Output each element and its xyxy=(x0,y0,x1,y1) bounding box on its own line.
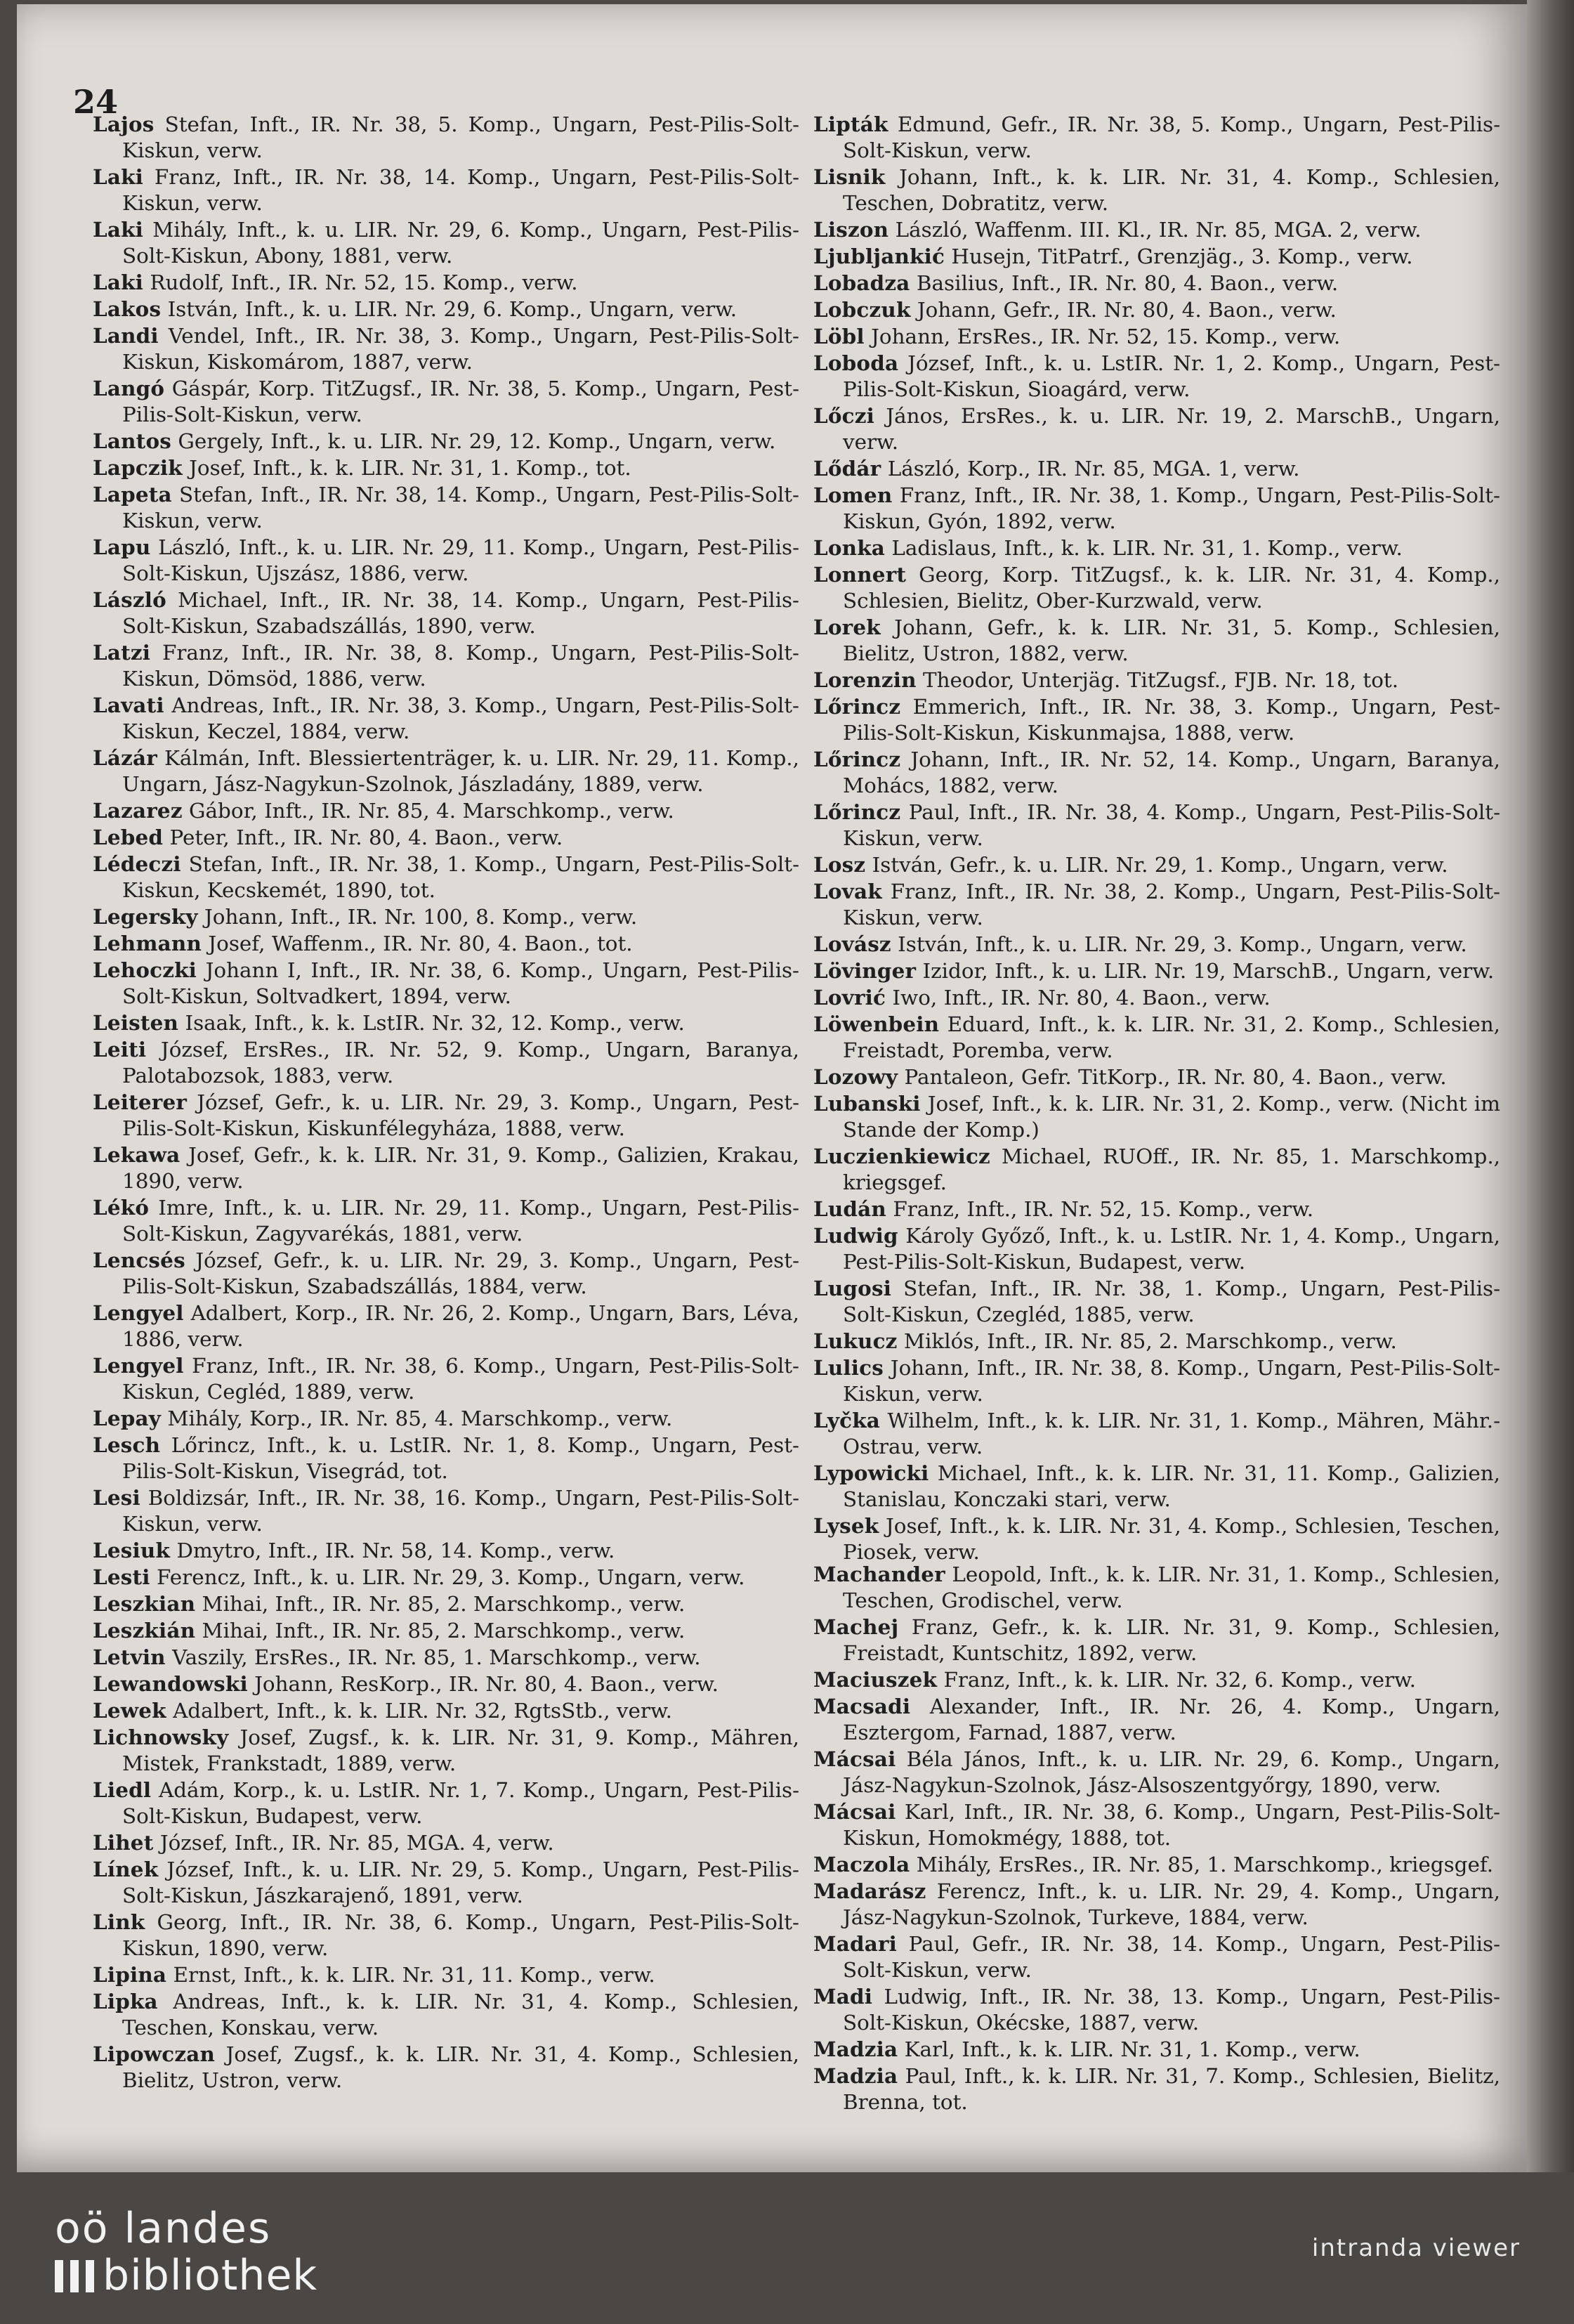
entry xyxy=(813,1064,1500,1090)
entry-surname: Lapeta xyxy=(93,482,172,507)
entry-surname: Lonnert xyxy=(813,562,907,587)
entry-surname: Madi xyxy=(813,1984,873,2009)
entry xyxy=(813,1143,1500,1196)
entry xyxy=(93,164,799,216)
entry-details: Mihály, ErsRes., IR. Nr. 85, 1. Marschkomp., kriegsgef. xyxy=(910,1853,1494,1876)
entry-surname: Maczola xyxy=(813,1852,910,1876)
entry xyxy=(813,1614,1500,1666)
entry-details: Michael, RUOff., IR. Nr. 85, 1. Marschkomp., kriegsgef. xyxy=(843,1144,1500,1194)
entry-details: Edmund, Gefr., IR. Nr. 38, 5. Komp., Ungarn, Pest-Pilis-Solt-Kiskun, verw. xyxy=(843,112,1500,162)
entry xyxy=(93,1089,799,1142)
entry-surname: Lonka xyxy=(813,535,886,560)
entry-details: Gáspár, Korp. TitZugsf., IR. Nr. 38, 5. Komp., Ungarn, Pest-Pilis-Solt-Kiskun, verw. xyxy=(122,377,799,426)
entry-surname: Madzia xyxy=(813,2063,898,2088)
right-column-m xyxy=(813,1561,1500,2115)
entry-details: László, Inft., k. u. LIR. Nr. 29, 11. Komp., Ungarn, Pest-Pilis-Solt-Kiskun, Ujszász, 1886, verw. xyxy=(122,535,799,585)
entry xyxy=(813,1222,1500,1275)
entry-surname: Lewek xyxy=(93,1698,166,1723)
entry-details: Lőrincz, Inft., k. u. LstIR. Nr. 1, 8. Komp., Ungarn, Pest-Pilis-Solt-Kiskun, Visegrád, tot. xyxy=(122,1433,799,1483)
entry-surname: Lengyel xyxy=(93,1300,184,1325)
entry-details: Peter, Inft., IR. Nr. 80, 4. Baon., verw. xyxy=(163,825,563,849)
entry xyxy=(93,1829,799,1856)
entry-details: Eduard, Inft., k. k. LIR. Nr. 31, 2. Komp., Schlesien, Freistadt, Poremba, verw. xyxy=(843,1012,1500,1062)
entry-surname: Lekawa xyxy=(93,1142,181,1167)
entry-surname: Lorek xyxy=(813,615,881,639)
logo-line1: oö landes xyxy=(55,2204,272,2253)
entry-details: Josef, Zugsf., k. k. LIR. Nr. 31, 4. Komp., Schlesien, Bielitz, Ustron, verw. xyxy=(122,2042,799,2092)
entry xyxy=(93,1591,799,1617)
entry-details: Károly Győző, Inft., k. u. LstIR. Nr. 1, 4. Komp., Ungarn, Pest-Pilis-Solt-Kiskun, Budapest, verw. xyxy=(843,1224,1500,1274)
entry-details: Johann, Gefr., IR. Nr. 80, 4. Baon., verw. xyxy=(910,298,1337,322)
entry xyxy=(93,824,799,851)
entry xyxy=(93,1961,799,1988)
entry xyxy=(813,323,1500,350)
entry xyxy=(813,984,1500,1011)
entry xyxy=(813,350,1500,403)
entry-surname: Lázár xyxy=(93,745,157,770)
entry xyxy=(93,534,799,587)
entry-surname: Lepay xyxy=(93,1406,162,1430)
entry xyxy=(813,1354,1500,1407)
entry xyxy=(813,2036,1500,2063)
entry-details: Husejn, TitPatrf., Grenzjäg., 3. Komp., verw. xyxy=(945,244,1413,268)
entry-details: Ferencz, Inft., k. u. LIR. Nr. 29, 4. Komp., Ungarn, Jász-Nagykun-Szolnok, Turkeve, 1884, verw. xyxy=(843,1879,1500,1929)
entry-details: Josef, Inft., k. k. LIR. Nr. 31, 2. Komp., verw. (Nicht im Stande der Komp.) xyxy=(843,1092,1500,1142)
entry-surname: Laki xyxy=(93,270,144,294)
entry-surname: Lisnik xyxy=(813,164,886,189)
entry xyxy=(813,1513,1500,1565)
entry-surname: Lövinger xyxy=(813,958,917,983)
entry-details: Mihály, Inft., k. u. LIR. Nr. 29, 6. Komp., Ungarn, Pest-Pilis-Solt-Kiskun, Abony, 1881, verw. xyxy=(122,218,799,268)
entry-surname: Lebed xyxy=(93,825,164,849)
entry xyxy=(813,1799,1500,1851)
left-column xyxy=(93,111,799,2094)
entry xyxy=(813,667,1500,693)
entry-surname: Leiti xyxy=(93,1037,147,1062)
entry-details: Mihai, Inft., IR. Nr. 85, 2. Marschkomp., verw. xyxy=(195,1619,686,1643)
entry-details: Karl, Inft., k. k. LIR. Nr. 31, 1. Komp., verw. xyxy=(898,2037,1360,2061)
entry xyxy=(813,1746,1500,1799)
entry xyxy=(93,1777,799,1829)
entry xyxy=(813,1878,1500,1931)
entry-surname: Landi xyxy=(93,323,159,348)
entry-surname: Lewandowski xyxy=(93,1671,248,1696)
entry-details: Iwo, Inft., IR. Nr. 80, 4. Baon., verw. xyxy=(886,986,1271,1010)
entry-details: Stefan, Inft., IR. Nr. 38, 14. Komp., Ungarn, Pest-Pilis-Solt-Kiskun, verw. xyxy=(122,483,799,533)
entry xyxy=(813,164,1500,216)
entry-surname: Machander xyxy=(813,1562,945,1586)
entry-details: Imre, Inft., k. u. LIR. Nr. 29, 11. Komp., Ungarn, Pest-Pilis-Solt-Kiskun, Zagyvarékás, 1881, verw. xyxy=(122,1196,799,1246)
entry xyxy=(93,269,799,296)
entry-surname: Lődár xyxy=(813,456,881,481)
entry xyxy=(813,296,1500,323)
entry-surname: Lesi xyxy=(93,1485,140,1510)
entry-details: Kálmán, Inft. Blessiertenträger, k. u. LIR. Nr. 29, 11. Komp., Ungarn, Jász-Nagykun-Szolnok, Jászladány, 1889, verw. xyxy=(122,746,799,796)
entry-details: József, ErsRes., IR. Nr. 52, 9. Komp., Ungarn, Baranya, Palotabozsok, 1883, verw. xyxy=(122,1038,799,1088)
entry xyxy=(93,375,799,428)
entry xyxy=(93,1617,799,1644)
entry-details: Josef, Waffenm., IR. Nr. 80, 4. Baon., tot. xyxy=(202,932,633,955)
entry xyxy=(93,1405,799,1432)
entry xyxy=(813,561,1500,614)
entry xyxy=(93,322,799,375)
entry xyxy=(93,692,799,745)
entry xyxy=(93,903,799,930)
entry xyxy=(813,931,1500,958)
entry-details: Georg, Inft., IR. Nr. 38, 6. Komp., Ungarn, Pest-Pilis-Solt-Kiskun, 1890, verw. xyxy=(122,1910,799,1960)
entry-surname: Ljubljankić xyxy=(813,244,945,268)
entry-surname: Letvin xyxy=(93,1645,166,1669)
entry-details: Johann, Inft., IR. Nr. 52, 14. Komp., Ungarn, Baranya, Mohács, 1882, verw. xyxy=(843,748,1500,797)
entry-surname: Lipina xyxy=(93,1962,167,1987)
entry xyxy=(93,797,799,824)
entry-surname: Leiterer xyxy=(93,1090,188,1114)
entry xyxy=(93,1247,799,1300)
entry-details: István, Gefr., k. u. LIR. Nr. 29, 1. Komp., Ungarn, verw. xyxy=(865,853,1448,877)
entry-surname: Lesch xyxy=(93,1432,161,1457)
entry xyxy=(813,1196,1500,1222)
entry-details: István, Inft., k. u. LIR. Nr. 29, 6. Komp., Ungarn, verw. xyxy=(161,297,737,321)
entry-surname: Madarász xyxy=(813,1879,926,1903)
entry xyxy=(813,746,1500,799)
entry-surname: Lehmann xyxy=(93,931,202,955)
entry-details: Franz, Inft., IR. Nr. 38, 6. Komp., Ungarn, Pest-Pilis-Solt-Kiskun, Cegléd, 1889, verw. xyxy=(122,1354,799,1404)
entry-details: Theodor, Unterjäg. TitZugsf., FJB. Nr. 18, tot. xyxy=(916,668,1399,692)
entry xyxy=(93,1856,799,1909)
entry xyxy=(813,1931,1500,1983)
entry xyxy=(813,1407,1500,1460)
entry-surname: Lovrić xyxy=(813,985,886,1010)
entry-surname: Leisten xyxy=(93,1010,179,1035)
entry xyxy=(93,587,799,639)
entry-surname: Löbl xyxy=(813,324,865,348)
entry xyxy=(93,1300,799,1352)
entry-details: István, Inft., k. u. LIR. Nr. 29, 3. Komp., Ungarn, verw. xyxy=(891,932,1467,956)
entry xyxy=(93,428,799,455)
entry-surname: Latzi xyxy=(93,640,151,665)
entry-surname: Liszon xyxy=(813,217,889,242)
entry xyxy=(93,851,799,903)
entry-details: Michael, Inft., k. k. LIR. Nr. 31, 11. Komp., Galizien, Stanislau, Konczaki stari, verw. xyxy=(843,1461,1500,1511)
entry-details: Franz, Inft., k. k. LIR. Nr. 32, 6. Komp., verw. xyxy=(937,1668,1417,1692)
entry-surname: Lobadza xyxy=(813,270,910,295)
entry xyxy=(93,1432,799,1484)
entry-surname: Lipták xyxy=(813,112,888,136)
entry-details: Josef, Inft., k. k. LIR. Nr. 31, 4. Komp., Schlesien, Teschen, Piosek, verw. xyxy=(843,1514,1500,1564)
entry xyxy=(93,1671,799,1697)
entry-details: Michael, Inft., IR. Nr. 38, 14. Komp., Ungarn, Pest-Pilis-Solt-Kiskun, Szabadszállás, 1890, verw. xyxy=(122,588,799,638)
entry xyxy=(813,403,1500,455)
entry-surname: Mácsai xyxy=(813,1747,896,1771)
entry-surname: Lipowczan xyxy=(93,2042,216,2066)
entry-details: József, Gefr., k. u. LIR. Nr. 29, 3. Komp., Ungarn, Pest-Pilis-Solt-Kiskun, Kiskunfélegyháza, 1888, verw. xyxy=(122,1090,799,1140)
entry-surname: Lencsés xyxy=(93,1248,185,1272)
entry-details: Franz, Inft., IR. Nr. 52, 15. Komp., verw. xyxy=(886,1197,1314,1221)
entry xyxy=(93,1010,799,1036)
entry-surname: Leszkian xyxy=(93,1591,196,1616)
entry xyxy=(813,2063,1500,2115)
entry-details: Johann, Gefr., k. k. LIR. Nr. 31, 5. Komp., Schlesien, Bielitz, Ustron, 1882, verw. xyxy=(843,615,1500,665)
entry-surname: Lipka xyxy=(93,1989,158,2013)
entry xyxy=(93,1484,799,1537)
entry-surname: Löwenbein xyxy=(813,1012,940,1036)
entry-surname: Lulics xyxy=(813,1355,884,1380)
entry-surname: Liedl xyxy=(93,1777,152,1802)
entry-details: Gergely, Inft., k. u. LIR. Nr. 29, 12. Komp., Ungarn, verw. xyxy=(171,429,776,453)
entry xyxy=(813,1460,1500,1513)
entry-surname: Laki xyxy=(93,164,144,189)
entry-details: Franz, Gefr., k. k. LIR. Nr. 31, 9. Komp., Schlesien, Freistadt, Kuntschitz, 1892, verw. xyxy=(843,1615,1500,1665)
entry xyxy=(93,957,799,1010)
entry-surname: Lozowy xyxy=(813,1064,898,1089)
entry xyxy=(93,1036,799,1089)
entry xyxy=(813,111,1500,164)
entry xyxy=(93,1352,799,1405)
entry-surname: Lovak xyxy=(813,879,882,903)
entry xyxy=(813,1561,1500,1614)
entry xyxy=(813,1983,1500,2036)
entry xyxy=(93,111,799,164)
entry xyxy=(813,1851,1500,1878)
entry-surname: Lubanski xyxy=(813,1091,921,1116)
entry-details: Andreas, Inft., k. k. LIR. Nr. 31, 4. Komp., Schlesien, Teschen, Konskau, verw. xyxy=(122,1990,799,2039)
entry-details: Dmytro, Inft., IR. Nr. 58, 14. Komp., verw. xyxy=(170,1539,615,1562)
entry-surname: Lesti xyxy=(93,1565,150,1589)
entry-details: Ludwig, Inft., IR. Nr. 38, 13. Komp., Ungarn, Pest-Pilis-Solt-Kiskun, Okécske, 1887, verw. xyxy=(843,1985,1500,2035)
entry-surname: Legersky xyxy=(93,904,198,929)
right-column-l xyxy=(813,111,1500,1565)
entry xyxy=(813,851,1500,878)
entry-surname: Lesiuk xyxy=(93,1538,171,1562)
entry-details: Pantaleon, Gefr. TitKorp., IR. Nr. 80, 4. Baon., verw. xyxy=(898,1065,1447,1089)
entry-details: Paul, Inft., IR. Nr. 38, 4. Komp., Ungarn, Pest-Pilis-Solt-Kiskun, verw. xyxy=(843,800,1500,850)
entry-details: Johann I, Inft., IR. Nr. 38, 6. Komp., Ungarn, Pest-Pilis-Solt-Kiskun, Soltvadkert, 1894, verw. xyxy=(122,958,799,1008)
entry-surname: Lőrincz xyxy=(813,747,901,771)
entry-surname: Lőrincz xyxy=(813,799,901,824)
entry-surname: Luczienkiewicz xyxy=(813,1144,990,1168)
entry-surname: Línek xyxy=(93,1857,159,1881)
entry-details: Johann, ResKorp., IR. Nr. 80, 4. Baon., verw. xyxy=(247,1672,719,1696)
entry xyxy=(93,481,799,534)
entry-details: Paul, Gefr., IR. Nr. 38, 14. Komp., Ungarn, Pest-Pilis-Solt-Kiskun, verw. xyxy=(843,1932,1500,1982)
entry xyxy=(813,1666,1500,1693)
entry xyxy=(93,1644,799,1671)
entry-details: Vendel, Inft., IR. Nr. 38, 3. Komp., Ungarn, Pest-Pilis-Solt-Kiskun, Kiskomárom, 1887, verw. xyxy=(122,324,799,374)
entry-surname: Lajos xyxy=(93,112,155,136)
entry-details: Vaszily, ErsRes., IR. Nr. 85, 1. Marschkomp., verw. xyxy=(165,1645,701,1669)
entry-surname: Losz xyxy=(813,852,866,877)
entry-surname: Lékó xyxy=(93,1195,150,1220)
entry-details: Georg, Korp. TitZugsf., k. k. LIR. Nr. 31, 4. Komp., Schlesien, Bielitz, Ober-Kurzwald, verw. xyxy=(843,563,1500,613)
entry-surname: Lypowicki xyxy=(813,1461,929,1485)
entry-surname: Link xyxy=(93,1910,145,1934)
entry xyxy=(93,1564,799,1591)
entry-surname: Lomen xyxy=(813,483,893,507)
entry xyxy=(813,693,1500,746)
entry xyxy=(93,1988,799,2041)
entry-details: Josef, Zugsf., k. k. LIR. Nr. 31, 9. Komp., Mähren, Mistek, Frankstadt, 1889, verw. xyxy=(122,1725,799,1775)
entry-details: Karl, Inft., IR. Nr. 38, 6. Komp., Ungarn, Pest-Pilis-Solt-Kiskun, Homokmégy, 1888, tot. xyxy=(843,1800,1500,1850)
page-edge xyxy=(1527,0,1574,2178)
entry-details: Franz, Inft., IR. Nr. 38, 14. Komp., Ungarn, Pest-Pilis-Solt-Kiskun, verw. xyxy=(122,165,799,215)
entry-surname: Maciuszek xyxy=(813,1667,938,1692)
entry xyxy=(813,455,1500,482)
entry-details: Mihai, Inft., IR. Nr. 85, 2. Marschkomp., verw. xyxy=(195,1592,686,1616)
entry-surname: Lovász xyxy=(813,932,891,956)
entry-details: János, ErsRes., k. u. LIR. Nr. 19, 2. MarschB., Ungarn, verw. xyxy=(843,404,1500,454)
entry-details: Basilius, Inft., IR. Nr. 80, 4. Baon., verw. xyxy=(910,271,1339,295)
entry-surname: Lőczi xyxy=(813,403,875,428)
entry xyxy=(813,878,1500,931)
entry xyxy=(93,639,799,692)
entry-surname: Laki xyxy=(93,217,144,242)
entry-surname: Lakos xyxy=(93,296,162,321)
entry-details: Wilhelm, Inft., k. k. LIR. Nr. 31, 1. Komp., Mähren, Mähr.-Ostrau, verw. xyxy=(843,1409,1500,1458)
entry-details: Josef, Gefr., k. k. LIR. Nr. 31, 9. Komp., Galizien, Krakau, 1890, verw. xyxy=(122,1143,799,1193)
entry-details: Izidor, Inft., k. u. LIR. Nr. 19, MarschB., Ungarn, verw. xyxy=(916,959,1495,983)
entry-details: Ferencz, Inft., k. u. LIR. Nr. 29, 3. Komp., Ungarn, verw. xyxy=(150,1565,745,1589)
entry-surname: Leszkián xyxy=(93,1618,196,1643)
entry-surname: Ludán xyxy=(813,1196,886,1221)
entry-surname: Mácsai xyxy=(813,1799,896,1824)
entry-details: Johann, Inft., k. k. LIR. Nr. 31, 4. Komp., Schlesien, Teschen, Dobratitz, verw. xyxy=(843,165,1500,215)
entry xyxy=(813,482,1500,535)
entry-details: József, Inft., k. u. LIR. Nr. 29, 5. Komp., Ungarn, Pest-Pilis-Solt-Kiskun, Jászkarajenő, 1891, verw. xyxy=(122,1858,799,1907)
entry-surname: Lukucz xyxy=(813,1329,898,1353)
entry-details: Adalbert, Korp., IR. Nr. 26, 2. Komp., Ungarn, Bars, Léva, 1886, verw. xyxy=(122,1301,799,1351)
entry-details: Ernst, Inft., k. k. LIR. Nr. 31, 11. Komp., verw. xyxy=(166,1963,655,1987)
entry xyxy=(813,270,1500,296)
entry xyxy=(93,2041,799,2094)
entry-details: Leopold, Inft., k. k. LIR. Nr. 31, 1. Komp., Schlesien, Teschen, Grodischel, verw. xyxy=(843,1562,1500,1612)
logo-bars-icon xyxy=(55,2260,96,2292)
entry xyxy=(93,930,799,957)
entry-details: Rudolf, Inft., IR. Nr. 52, 15. Komp., verw. xyxy=(143,270,578,294)
entry-details: Ladislaus, Inft., k. k. LIR. Nr. 31, 1. Komp., verw. xyxy=(885,536,1403,560)
entry-details: Stefan, Inft., IR. Nr. 38, 5. Komp., Ungarn, Pest-Pilis-Solt-Kiskun, verw. xyxy=(122,112,799,162)
entry-surname: Lazarez xyxy=(93,798,183,823)
logo-line2: bibliothek xyxy=(103,2251,318,2300)
entry-details: Johann, Inft., IR. Nr. 100, 8. Komp., verw. xyxy=(197,905,638,929)
entry-details: Franz, Inft., IR. Nr. 38, 1. Komp., Ungarn, Pest-Pilis-Solt-Kiskun, Gyón, 1892, verw. xyxy=(843,483,1500,533)
entry-details: Béla János, Inft., k. u. LIR. Nr. 29, 6. Komp., Ungarn, Jász-Nagykun-Szolnok, Jász-Alsoszentgyőrgy, 1890, verw. xyxy=(843,1747,1500,1797)
entry xyxy=(93,1909,799,1961)
entry xyxy=(93,1537,799,1564)
entry-details: Alexander, Inft., IR. Nr. 26, 4. Komp., Ungarn, Esztergom, Farnad, 1887, verw. xyxy=(843,1695,1500,1744)
entry-surname: Ludwig xyxy=(813,1223,898,1248)
entry xyxy=(93,1697,799,1724)
entry xyxy=(93,1194,799,1247)
entry-surname: Lengyel xyxy=(93,1353,184,1378)
entry-surname: Lichnowsky xyxy=(93,1725,229,1749)
entry-surname: Lédeczi xyxy=(93,851,181,876)
entry xyxy=(813,614,1500,667)
entry xyxy=(813,243,1500,270)
entry xyxy=(813,216,1500,243)
entry-details: Gábor, Inft., IR. Nr. 85, 4. Marschkomp., verw. xyxy=(182,799,674,823)
entry xyxy=(813,799,1500,851)
entry-details: Stefan, Inft., IR. Nr. 38, 1. Komp., Ungarn, Pest-Pilis-Solt-Kiskun, Kecskemét, 1890, tot. xyxy=(122,852,799,902)
entry-details: Johann, ErsRes., IR. Nr. 52, 15. Komp., verw. xyxy=(864,325,1341,348)
entry-surname: Lőrincz xyxy=(813,694,901,719)
entry xyxy=(93,216,799,269)
entry-surname: László xyxy=(93,587,166,612)
entry xyxy=(93,1142,799,1194)
entry-details: Josef, Inft., k. k. LIR. Nr. 31, 1. Komp., tot. xyxy=(182,456,631,480)
entry-surname: Madari xyxy=(813,1931,898,1956)
entry xyxy=(93,1724,799,1777)
entry-details: Isaak, Inft., k. k. LstIR. Nr. 32, 12. Komp., verw. xyxy=(178,1011,685,1035)
library-logo[interactable] xyxy=(55,2206,317,2300)
entry-details: Paul, Inft., k. k. LIR. Nr. 31, 7. Komp., Schlesien, Bielitz, Brenna, tot. xyxy=(843,2064,1500,2114)
entry-details: Adám, Korp., k. u. LstIR. Nr. 1, 7. Komp., Ungarn, Pest-Pilis-Solt-Kiskun, Budapest, verw. xyxy=(122,1778,799,1828)
entry-details: József, Inft., IR. Nr. 85, MGA. 4, verw. xyxy=(153,1831,554,1855)
entry xyxy=(813,1328,1500,1354)
page-number: 24 xyxy=(73,83,119,121)
entry xyxy=(813,1693,1500,1746)
entry-surname: Madzia xyxy=(813,2037,898,2061)
entry-surname: Lantos xyxy=(93,429,172,453)
entry-surname: Lysek xyxy=(813,1513,879,1538)
entry-details: Emmerich, Inft., IR. Nr. 38, 3. Komp., Ungarn, Pest-Pilis-Solt-Kiskun, Kiskunmajsa, 1888, verw. xyxy=(843,695,1500,745)
entry-details: Franz, Inft., IR. Nr. 38, 2. Komp., Ungarn, Pest-Pilis-Solt-Kiskun, verw. xyxy=(843,880,1500,929)
entry xyxy=(813,958,1500,984)
entry xyxy=(813,1090,1500,1143)
entry-details: Franz, Inft., IR. Nr. 38, 8. Komp., Ungarn, Pest-Pilis-Solt-Kiskun, Dömsöd, 1886, verw. xyxy=(122,641,799,691)
viewer-label: intranda viewer xyxy=(1311,2234,1521,2262)
entry-details: Miklós, Inft., IR. Nr. 85, 2. Marschkomp., verw. xyxy=(897,1329,1397,1353)
entry-surname: Lihet xyxy=(93,1830,154,1855)
entry-details: Andreas, Inft., IR. Nr. 38, 3. Komp., Ungarn, Pest-Pilis-Solt-Kiskun, Keczel, 1884, verw. xyxy=(122,693,799,743)
entry xyxy=(93,745,799,797)
entry-surname: Lorenzin xyxy=(813,667,917,692)
entry-surname: Lapczik xyxy=(93,455,183,480)
entry-details: József, Gefr., k. u. LIR. Nr. 29, 3. Komp., Ungarn, Pest-Pilis-Solt-Kiskun, Szabadszállás, 1884, verw. xyxy=(122,1248,799,1298)
entry xyxy=(813,1275,1500,1328)
entry-details: Mihály, Korp., IR. Nr. 85, 4. Marschkomp., verw. xyxy=(161,1406,673,1430)
entry-surname: Lobczuk xyxy=(813,297,911,322)
entry-surname: Machej xyxy=(813,1614,899,1639)
entry-surname: Loboda xyxy=(813,351,899,375)
entry-surname: Lapu xyxy=(93,535,151,559)
entry-surname: Macsadi xyxy=(813,1694,911,1718)
entry-details: László, Korp., IR. Nr. 85, MGA. 1, verw. xyxy=(881,457,1300,481)
entry-details: Johann, Inft., IR. Nr. 38, 8. Komp., Ungarn, Pest-Pilis-Solt-Kiskun, verw. xyxy=(843,1356,1500,1406)
entry xyxy=(93,296,799,322)
entry-surname: Lugosi xyxy=(813,1276,892,1300)
entry-surname: Langó xyxy=(93,376,165,400)
entry-details: Boldizsár, Inft., IR. Nr. 38, 16. Komp., Ungarn, Pest-Pilis-Solt-Kiskun, verw. xyxy=(122,1486,799,1536)
entry xyxy=(813,1011,1500,1064)
entry-details: Stefan, Inft., IR. Nr. 38, 1. Komp., Ungarn, Pest-Pilis-Solt-Kiskun, Czegléd, 1885, verw. xyxy=(843,1277,1500,1326)
entry-surname: Lavati xyxy=(93,693,164,717)
entry xyxy=(813,535,1500,561)
entry-surname: Lehoczki xyxy=(93,958,197,982)
entry-details: László, Waffenm. III. Kl., IR. Nr. 85, MGA. 2, verw. xyxy=(888,218,1422,242)
entry-details: József, Inft., k. u. LstIR. Nr. 1, 2. Komp., Ungarn, Pest-Pilis-Solt-Kiskun, Sioagárd, verw. xyxy=(843,351,1500,401)
entry xyxy=(93,455,799,481)
entry-surname: Lyčka xyxy=(813,1408,880,1432)
entry-details: Adalbert, Inft., k. k. LIR. Nr. 32, RgtsStb., verw. xyxy=(166,1699,672,1723)
